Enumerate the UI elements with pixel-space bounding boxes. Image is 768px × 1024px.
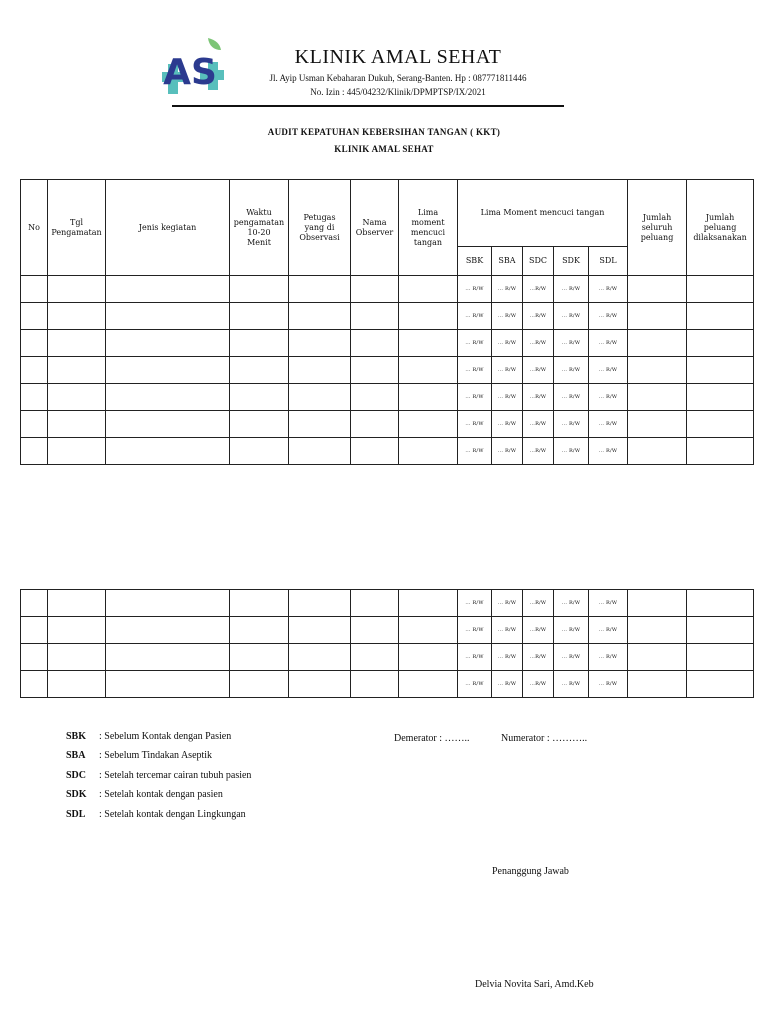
cell-date[interactable] xyxy=(48,330,106,357)
signature-name: Delvia Novita Sari, Amd.Keb xyxy=(475,979,594,990)
cell-duration[interactable] xyxy=(230,303,289,330)
cell-observer[interactable] xyxy=(351,303,399,330)
cell-sdl[interactable]: ... R/W xyxy=(589,357,628,384)
cell-observer[interactable] xyxy=(351,276,399,303)
cell-five-moments[interactable] xyxy=(399,590,458,617)
col-header-five-moments: Lima moment mencuci tangan xyxy=(399,180,458,276)
cell-no[interactable] xyxy=(21,644,48,671)
cell-date[interactable] xyxy=(48,276,106,303)
cell-sbk[interactable]: ... R/W xyxy=(458,330,492,357)
cell-duration[interactable] xyxy=(230,644,289,671)
cell-total-opportunity[interactable] xyxy=(628,617,687,644)
cell-no[interactable] xyxy=(21,330,48,357)
cell-sdl[interactable]: ... R/W xyxy=(589,276,628,303)
cell-observer[interactable] xyxy=(351,617,399,644)
cell-activity[interactable] xyxy=(106,644,230,671)
cell-sdk[interactable]: ... R/W xyxy=(554,617,589,644)
cell-sdk[interactable]: ... R/W xyxy=(554,590,589,617)
cell-duration[interactable] xyxy=(230,671,289,698)
cell-sdc[interactable]: ...R/W xyxy=(523,357,554,384)
cell-sbk[interactable]: ... R/W xyxy=(458,671,492,698)
cell-opportunity-done[interactable] xyxy=(687,411,754,438)
cell-date[interactable] xyxy=(48,590,106,617)
cell-duration[interactable] xyxy=(230,276,289,303)
cell-opportunity-done[interactable] xyxy=(687,384,754,411)
col-header-moments-group: Lima Moment mencuci tangan xyxy=(458,180,628,247)
cell-sbk[interactable]: ... R/W xyxy=(458,303,492,330)
cell-sdk[interactable]: ... R/W xyxy=(554,303,589,330)
legend-abbr: SDL xyxy=(66,808,86,820)
cell-officer[interactable] xyxy=(289,357,351,384)
cell-sdk[interactable]: ... R/W xyxy=(554,357,589,384)
cell-officer[interactable] xyxy=(289,644,351,671)
table-row xyxy=(21,330,754,357)
col-header-opportunity-done: Jumlah peluang dilaksanakan xyxy=(687,180,754,276)
cell-no[interactable] xyxy=(21,357,48,384)
col-header-activity: Jenis kegiatan xyxy=(106,180,230,276)
cell-sdl[interactable]: ... R/W xyxy=(589,303,628,330)
cell-sdk[interactable]: ... R/W xyxy=(554,384,589,411)
cell-officer[interactable] xyxy=(289,411,351,438)
cell-sba[interactable]: ... R/W xyxy=(492,384,523,411)
cell-activity[interactable] xyxy=(106,590,230,617)
cell-five-moments[interactable] xyxy=(399,330,458,357)
cell-five-moments[interactable] xyxy=(399,617,458,644)
cell-five-moments[interactable] xyxy=(399,411,458,438)
cell-officer[interactable] xyxy=(289,330,351,357)
cell-sdl[interactable]: ... R/W xyxy=(589,438,628,465)
cell-five-moments[interactable] xyxy=(399,384,458,411)
cell-activity[interactable] xyxy=(106,617,230,644)
cell-officer[interactable] xyxy=(289,438,351,465)
cell-sdc[interactable]: ...R/W xyxy=(523,590,554,617)
cell-activity[interactable] xyxy=(106,330,230,357)
cell-observer[interactable] xyxy=(351,590,399,617)
cell-duration[interactable] xyxy=(230,357,289,384)
cell-five-moments[interactable] xyxy=(399,357,458,384)
cell-sbk[interactable]: ... R/W xyxy=(458,590,492,617)
cell-sdk[interactable]: ... R/W xyxy=(554,644,589,671)
cell-sdc[interactable]: ...R/W xyxy=(523,644,554,671)
cell-opportunity-done[interactable] xyxy=(687,644,754,671)
legend-abbr: SBA xyxy=(66,750,86,762)
clinic-license: No. Izin : 445/04232/Klinik/DPMPTSP/IX/2021 xyxy=(310,87,486,97)
cell-sdl[interactable]: ... R/W xyxy=(589,590,628,617)
cell-opportunity-done[interactable] xyxy=(687,590,754,617)
legend-abbr: SDC xyxy=(66,769,87,781)
cell-date[interactable] xyxy=(48,303,106,330)
document-title: AUDIT KEPATUHAN KEBERSIHAN TANGAN ( KKT) xyxy=(267,127,501,137)
cell-sbk[interactable]: ... R/W xyxy=(458,438,492,465)
cell-activity[interactable] xyxy=(106,384,230,411)
cell-sdc[interactable]: ...R/W xyxy=(523,671,554,698)
table-row xyxy=(21,276,754,303)
cell-sdk[interactable]: ... R/W xyxy=(554,411,589,438)
logo-lettering: AS xyxy=(163,52,217,93)
table-row xyxy=(21,303,754,330)
cell-opportunity-done[interactable] xyxy=(687,276,754,303)
cell-no[interactable] xyxy=(21,276,48,303)
numerator-field: Numerator : ……….. xyxy=(501,733,588,744)
cell-opportunity-done[interactable] xyxy=(687,357,754,384)
cell-total-opportunity[interactable] xyxy=(628,671,687,698)
cell-total-opportunity[interactable] xyxy=(628,357,687,384)
legend-item xyxy=(66,770,251,789)
legend-abbr: SBK xyxy=(66,731,87,742)
cell-total-opportunity[interactable] xyxy=(628,276,687,303)
cell-activity[interactable] xyxy=(106,357,230,384)
cell-date[interactable] xyxy=(48,384,106,411)
col-header-no: No xyxy=(21,180,48,276)
legend-desc: : Sebelum Tindakan Aseptik xyxy=(99,750,213,762)
cell-officer[interactable] xyxy=(289,303,351,330)
cell-opportunity-done[interactable] xyxy=(687,303,754,330)
cell-no[interactable] xyxy=(21,671,48,698)
cell-no[interactable] xyxy=(21,411,48,438)
cell-officer[interactable] xyxy=(289,384,351,411)
col-header-sdl: SDL xyxy=(589,247,628,276)
legend-item xyxy=(66,750,251,769)
cell-sba[interactable]: ... R/W xyxy=(492,411,523,438)
cell-sdc[interactable]: ...R/W xyxy=(523,330,554,357)
cell-officer[interactable] xyxy=(289,276,351,303)
col-header-total-opportunity: Jumlah seluruh peluang xyxy=(628,180,687,276)
cell-duration[interactable] xyxy=(230,617,289,644)
cell-sba[interactable]: ... R/W xyxy=(492,303,523,330)
cell-opportunity-done[interactable] xyxy=(687,438,754,465)
col-header-sdk: SDK xyxy=(554,247,589,276)
col-header-date: Tgl Pengamatan xyxy=(48,180,106,276)
audit-table-bottom xyxy=(20,589,754,698)
cell-sdl[interactable]: ... R/W xyxy=(589,330,628,357)
legend-item xyxy=(66,731,251,750)
cell-sdl[interactable]: ... R/W xyxy=(589,644,628,671)
table-row xyxy=(21,357,754,384)
signature-role: Penanggung Jawab xyxy=(492,866,569,877)
cell-sdk[interactable]: ... R/W xyxy=(554,330,589,357)
cell-activity[interactable] xyxy=(106,671,230,698)
cell-officer[interactable] xyxy=(289,671,351,698)
cell-duration[interactable] xyxy=(230,590,289,617)
cell-observer[interactable] xyxy=(351,411,399,438)
col-header-observer: Nama Observer xyxy=(351,180,399,276)
cell-sdl[interactable]: ... R/W xyxy=(589,617,628,644)
cell-activity[interactable] xyxy=(106,303,230,330)
cell-observer[interactable] xyxy=(351,438,399,465)
cell-sdk[interactable]: ... R/W xyxy=(554,276,589,303)
document-subtitle: KLINIK AMAL SEHAT xyxy=(334,144,434,154)
legend-desc: : Sebelum Kontak dengan Pasien xyxy=(99,731,232,742)
cell-total-opportunity[interactable] xyxy=(628,330,687,357)
table-row xyxy=(21,590,754,617)
cell-sba[interactable]: ... R/W xyxy=(492,617,523,644)
clinic-name: KLINIK AMAL SEHAT xyxy=(294,46,502,68)
cell-sbk[interactable]: ... R/W xyxy=(458,644,492,671)
cell-total-opportunity[interactable] xyxy=(628,644,687,671)
cell-sdk[interactable]: ... R/W xyxy=(554,438,589,465)
cell-no[interactable] xyxy=(21,384,48,411)
cell-sba[interactable]: ... R/W xyxy=(492,590,523,617)
cell-observer[interactable] xyxy=(351,330,399,357)
legend-item xyxy=(66,809,251,828)
cell-no[interactable] xyxy=(21,303,48,330)
cell-officer[interactable] xyxy=(289,617,351,644)
cell-sdc[interactable]: ...R/W xyxy=(523,617,554,644)
cell-no[interactable] xyxy=(21,590,48,617)
cell-activity[interactable] xyxy=(106,411,230,438)
cell-five-moments[interactable] xyxy=(399,303,458,330)
cell-sdl[interactable]: ... R/W xyxy=(589,671,628,698)
legend-desc: : Setelah kontak dengan Lingkungan xyxy=(99,808,246,820)
col-header-sba: SBA xyxy=(492,247,523,276)
cell-sbk[interactable]: ... R/W xyxy=(458,411,492,438)
col-header-officer: Petugas yang di Observasi xyxy=(289,180,351,276)
cell-date[interactable] xyxy=(48,617,106,644)
cell-opportunity-done[interactable] xyxy=(687,617,754,644)
header-divider xyxy=(172,105,564,107)
legend-abbr: SDK xyxy=(66,789,87,801)
cell-date[interactable] xyxy=(48,411,106,438)
cell-observer[interactable] xyxy=(351,644,399,671)
audit-table-top xyxy=(20,179,754,465)
cell-activity[interactable] xyxy=(106,438,230,465)
cell-activity[interactable] xyxy=(106,276,230,303)
cell-five-moments[interactable] xyxy=(399,276,458,303)
table-row xyxy=(21,438,754,465)
cell-sdk[interactable]: ... R/W xyxy=(554,671,589,698)
cell-date[interactable] xyxy=(48,438,106,465)
cell-sbk[interactable]: ... R/W xyxy=(458,617,492,644)
cell-duration[interactable] xyxy=(230,438,289,465)
cell-officer[interactable] xyxy=(289,590,351,617)
cell-date[interactable] xyxy=(48,357,106,384)
cell-sdc[interactable]: ...R/W xyxy=(523,411,554,438)
clinic-address: Jl. Ayip Usman Kebaharan Dukuh, Serang-Banten. Hp : 087771811446 xyxy=(269,73,527,83)
cell-observer[interactable] xyxy=(351,671,399,698)
cell-date[interactable] xyxy=(48,644,106,671)
table-row xyxy=(21,644,754,671)
cell-total-opportunity[interactable] xyxy=(628,303,687,330)
legend-desc: : Setelah tercemar cairan tubuh pasien xyxy=(99,769,252,781)
cell-observer[interactable] xyxy=(351,357,399,384)
cell-sdl[interactable]: ... R/W xyxy=(589,384,628,411)
cell-sdc[interactable]: ...R/W xyxy=(523,303,554,330)
cell-total-opportunity[interactable] xyxy=(628,384,687,411)
cell-sdc[interactable]: ...R/W xyxy=(523,438,554,465)
col-header-sbk: SBK xyxy=(458,247,492,276)
cell-duration[interactable] xyxy=(230,330,289,357)
cell-no[interactable] xyxy=(21,438,48,465)
cell-observer[interactable] xyxy=(351,384,399,411)
legend-desc: : Setelah kontak dengan pasien xyxy=(99,789,223,801)
table-row xyxy=(21,411,754,438)
clinic-logo xyxy=(160,34,224,98)
cell-opportunity-done[interactable] xyxy=(687,671,754,698)
denominator-field: Demerator : …….. xyxy=(394,733,470,744)
cell-five-moments[interactable] xyxy=(399,438,458,465)
cell-sba[interactable]: ... R/W xyxy=(492,276,523,303)
table-row xyxy=(21,617,754,644)
cell-sba[interactable]: ... R/W xyxy=(492,671,523,698)
cell-five-moments[interactable] xyxy=(399,671,458,698)
cell-sba[interactable]: ... R/W xyxy=(492,357,523,384)
cell-duration[interactable] xyxy=(230,384,289,411)
cell-sbk[interactable]: ... R/W xyxy=(458,357,492,384)
cell-five-moments[interactable] xyxy=(399,644,458,671)
col-header-sdc: SDC xyxy=(523,247,554,276)
cell-duration[interactable] xyxy=(230,411,289,438)
cell-sba[interactable]: ... R/W xyxy=(492,438,523,465)
cell-sba[interactable]: ... R/W xyxy=(492,644,523,671)
legend-item xyxy=(66,789,251,808)
cell-sbk[interactable]: ... R/W xyxy=(458,276,492,303)
cell-sdl[interactable]: ... R/W xyxy=(589,411,628,438)
cell-opportunity-done[interactable] xyxy=(687,330,754,357)
cell-sba[interactable]: ... R/W xyxy=(492,330,523,357)
cell-sdc[interactable]: ...R/W xyxy=(523,276,554,303)
cell-sbk[interactable]: ... R/W xyxy=(458,384,492,411)
table-row xyxy=(21,384,754,411)
cell-date[interactable] xyxy=(48,671,106,698)
cell-no[interactable] xyxy=(21,617,48,644)
col-header-duration: Waktu pengamatan 10-20 Menit xyxy=(230,180,289,276)
cell-total-opportunity[interactable] xyxy=(628,438,687,465)
cell-total-opportunity[interactable] xyxy=(628,590,687,617)
legend xyxy=(66,731,251,828)
cell-sdc[interactable]: ...R/W xyxy=(523,384,554,411)
table-row xyxy=(21,671,754,698)
cell-total-opportunity[interactable] xyxy=(628,411,687,438)
